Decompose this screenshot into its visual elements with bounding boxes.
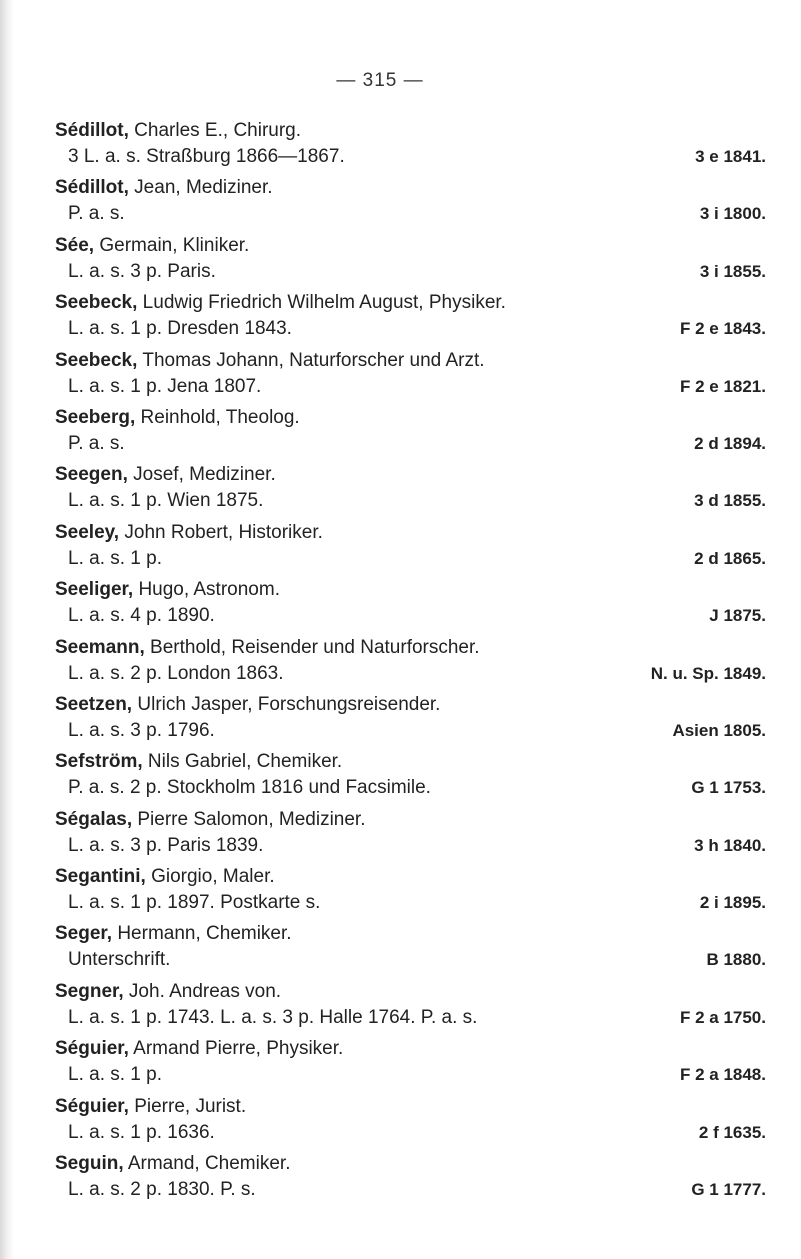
entry-signature: F 2 a 1848. — [679, 1065, 766, 1085]
entry-name: Seebeck, — [55, 292, 138, 314]
entry-detail: L. a. s. 3 p. Paris 1839. — [68, 834, 264, 856]
entry-heading — [55, 463, 276, 487]
entry-heading — [55, 1152, 290, 1176]
entry-detail: L. a. s. 3 p. Paris. — [68, 260, 216, 282]
entry-name: Seemann, — [55, 636, 145, 658]
catalog-entry — [55, 865, 766, 922]
entry-signature: 2 f 1635. — [698, 1122, 766, 1142]
catalog-entry — [55, 922, 766, 979]
entry-name: Seeley, — [55, 521, 120, 543]
entry-heading — [55, 922, 292, 946]
entry-signature: B 1880. — [706, 950, 766, 970]
entry-heading — [55, 119, 301, 143]
entry-detail: L. a. s. 1 p. 1743. L. a. s. 3 p. Halle 1764. P. a. s. — [68, 1006, 478, 1028]
entry-signature: F 2 e 1821. — [679, 376, 766, 396]
catalog-entry-list — [55, 119, 766, 1209]
catalog-entry — [55, 521, 766, 578]
entry-name: Séguier, — [55, 1095, 129, 1117]
entry-description: Nils Gabriel, Chemiker. — [142, 751, 343, 773]
entry-detail: L. a. s. 2 p. London 1863. — [68, 662, 284, 684]
entry-name: Sefström, — [55, 751, 143, 773]
entry-detail: L. a. s. 1 p. Wien 1875. — [68, 490, 264, 512]
entry-name: Seetzen, — [55, 693, 133, 715]
catalog-entry — [55, 406, 766, 463]
catalog-entry — [55, 1095, 766, 1152]
entry-detail: P. a. s. — [68, 203, 125, 225]
entry-description: Germain, Kliniker. — [94, 234, 250, 256]
catalog-entry — [55, 636, 766, 693]
entry-signature: F 2 a 1750. — [679, 1007, 766, 1027]
entry-detail: L. a. s. 1 p. 1636. — [68, 1121, 215, 1143]
entry-detail: L. a. s. 1 p. Dresden 1843. — [68, 318, 292, 340]
entry-detail: L. a. s. 1 p. 1897. Postkarte s. — [68, 892, 321, 914]
entry-signature: 3 i 1800. — [699, 204, 766, 224]
entry-heading — [55, 234, 249, 258]
entry-heading — [55, 693, 440, 717]
catalog-entry — [55, 750, 766, 807]
catalog-entry — [55, 578, 766, 635]
entry-detail: L. a. s. 2 p. 1830. P. s. — [68, 1179, 256, 1201]
entry-description: Hugo, Astronom. — [133, 579, 280, 601]
entry-heading — [55, 521, 323, 545]
entry-description: Charles E., Chirurg. — [128, 120, 302, 141]
catalog-entry — [55, 463, 766, 520]
entry-detail: L. a. s. 1 p. — [68, 1064, 162, 1086]
entry-heading — [55, 636, 480, 660]
entry-description: Thomas Johann, Naturforscher und Arzt. — [137, 349, 485, 371]
entry-detail: Unterschrift. — [68, 949, 171, 971]
entry-name: Seegen, — [55, 464, 128, 486]
entry-heading — [55, 1095, 246, 1119]
entry-heading — [55, 406, 300, 430]
entry-name: Seeliger, — [55, 579, 134, 601]
entry-signature: 3 e 1841. — [695, 147, 766, 166]
entry-description: Berthold, Reisender und Naturforscher. — [144, 636, 480, 658]
entry-signature: 2 i 1895. — [699, 893, 766, 913]
entry-heading — [55, 865, 275, 889]
entry-signature: 2 d 1865. — [694, 548, 766, 568]
entry-signature: 2 d 1894. — [694, 433, 766, 453]
entry-detail: 3 L. a. s. Straßburg 1866—1867. — [68, 146, 345, 167]
catalog-entry — [55, 808, 766, 865]
entry-heading — [55, 750, 342, 774]
catalog-entry — [55, 119, 766, 176]
entry-name: Sédillot, — [55, 177, 129, 199]
entry-description: Giorgio, Maler. — [145, 866, 275, 888]
entry-detail: P. a. s. — [68, 432, 125, 454]
entry-detail: L. a. s. 1 p. — [68, 547, 162, 569]
entry-signature: 3 d 1855. — [694, 491, 766, 511]
entry-detail: P. a. s. 2 p. Stockholm 1816 und Facsimile. — [68, 777, 431, 799]
entry-signature: Asien 1805. — [672, 720, 766, 740]
entry-description: Armand, Chemiker. — [123, 1153, 291, 1175]
entry-name: Sédillot, — [55, 120, 129, 141]
entry-description: Armand Pierre, Physiker. — [128, 1038, 344, 1060]
entry-signature: G 1 1753. — [691, 778, 766, 798]
entry-signature: F 2 e 1843. — [679, 319, 766, 339]
entry-name: Segantini, — [55, 866, 146, 888]
catalog-entry — [55, 176, 766, 233]
entry-heading — [55, 578, 280, 602]
entry-detail: L. a. s. 1 p. Jena 1807. — [68, 375, 262, 397]
entry-name: Ségalas, — [55, 808, 133, 830]
entry-name: Segner, — [55, 980, 124, 1002]
entry-description: Ulrich Jasper, Forschungsreisender. — [132, 693, 441, 715]
entry-signature: 3 h 1840. — [694, 835, 766, 855]
entry-name: Seebeck, — [55, 349, 138, 371]
page-edge-shadow — [0, 0, 14, 1259]
entry-name: Séguier, — [55, 1038, 129, 1060]
entry-heading — [55, 808, 366, 832]
entry-heading — [55, 349, 485, 373]
entry-heading — [55, 1037, 343, 1061]
entry-description: Reinhold, Theolog. — [135, 406, 300, 428]
entry-description: Joh. Andreas von. — [123, 980, 282, 1002]
catalog-entry — [55, 1037, 766, 1094]
entry-signature: N. u. Sp. 1849. — [650, 663, 766, 683]
entry-name: Seeberg, — [55, 406, 136, 428]
entry-description: John Robert, Historiker. — [119, 521, 323, 543]
catalog-entry — [55, 291, 766, 348]
catalog-entry — [55, 1152, 766, 1209]
entry-name: Seger, — [55, 923, 113, 945]
entry-description: Pierre Salomon, Mediziner. — [132, 808, 366, 830]
catalog-entry — [55, 349, 766, 406]
entry-signature: J 1875. — [709, 606, 766, 626]
entry-name: Sée, — [55, 234, 95, 256]
entry-heading — [55, 980, 281, 1004]
entry-description: Pierre, Jurist. — [128, 1095, 247, 1117]
entry-heading — [55, 176, 273, 200]
entry-signature: G 1 1777. — [691, 1180, 766, 1200]
catalog-entry — [55, 980, 766, 1037]
entry-signature: 3 i 1855. — [699, 261, 766, 281]
entry-description: Josef, Mediziner. — [127, 464, 276, 486]
entry-detail: L. a. s. 3 p. 1796. — [68, 719, 215, 741]
entry-detail: L. a. s. 4 p. 1890. — [68, 605, 215, 627]
catalog-entry — [55, 234, 766, 291]
entry-name: Seguin, — [55, 1153, 124, 1175]
catalog-entry — [55, 693, 766, 750]
entry-heading — [55, 291, 506, 315]
entry-description: Ludwig Friedrich Wilhelm August, Physiker. — [137, 292, 506, 314]
page-number: — 315 — — [336, 70, 424, 91]
entry-description: Hermann, Chemiker. — [112, 923, 292, 945]
entry-description: Jean, Mediziner. — [128, 177, 273, 199]
